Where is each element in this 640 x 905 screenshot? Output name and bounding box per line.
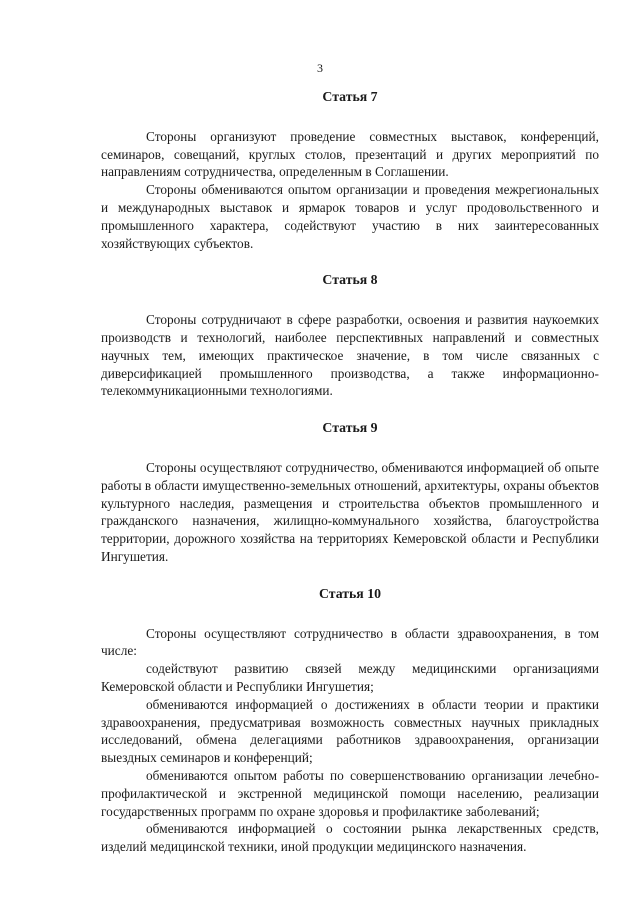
document-body xyxy=(101,88,599,875)
article-9 xyxy=(101,419,599,566)
paragraph: обмениваются информацией о достижениях в области теории и практики здравоохранения, предусматривая возможность совместных научных прикладных исследований, обмена делегациями работников здравоохранения, организации выездных семинаров и конференций; xyxy=(101,696,599,766)
article-heading: Статья 10 xyxy=(318,585,382,601)
paragraph: содействуют развитию связей между медицинскими организациями Кемеровской области и Республики Ингушетия; xyxy=(101,661,599,694)
paragraph: Стороны осуществляют сотрудничество, обмениваются информацией об опыте работы в области имущественно-земельных отношений, архитектуры, охраны объектов культурного наследия, размещения и строительства объектов промышленного и гражданского назначения, жилищно-коммунального хозяйства, благоустройства территории, дорожного хозяйства на территориях Кемеровской области и Республики Ингушетия. xyxy=(101,459,599,564)
article-8 xyxy=(101,271,599,400)
paragraph: Стороны организуют проведение совместных выставок, конференций, семинаров, совещаний, круглых столов, презентаций и других мероприятий по направлениям сотрудничества, определенным в Соглашении. xyxy=(101,128,599,180)
article-heading: Статья 7 xyxy=(322,89,378,104)
paragraph: обмениваются информацией о состоянии рынка лекарственных средств, изделий медицинской техники, иной продукции медицинского назначения. xyxy=(101,821,599,855)
article-heading: Статья 8 xyxy=(322,272,378,288)
page-number: 3 xyxy=(317,61,323,75)
article-10 xyxy=(101,585,599,856)
paragraph: Стороны обмениваются опытом организации и проведения межрегиональных и международных выставок и ярмарок товаров и услуг продовольственного и промышленного характера, содействуют участию в них заинтересованных хозяйствующих субъектов. xyxy=(101,182,599,251)
article-heading: Статья 9 xyxy=(322,420,378,436)
paragraph: Стороны осуществляют сотрудничество в области здравоохранения, в том числе: xyxy=(101,625,599,659)
paragraph: обмениваются опытом работы по совершенствованию организации лечебно-профилактической и экстренной медицинской помощи населению, реализации государственных программ по охране здоровья и профилактике заболеваний; xyxy=(101,767,599,819)
paragraph: Стороны сотрудничают в сфере разработки, освоения и развития наукоемких производств и технологий, наиболее перспективных направлений и совместных научных тем, имеющих практическое значение, в том числе связанных с диверсификацией промышленного производства, а также информационно-телекоммуникационными технологиями. xyxy=(101,312,599,399)
article-7 xyxy=(101,88,599,252)
